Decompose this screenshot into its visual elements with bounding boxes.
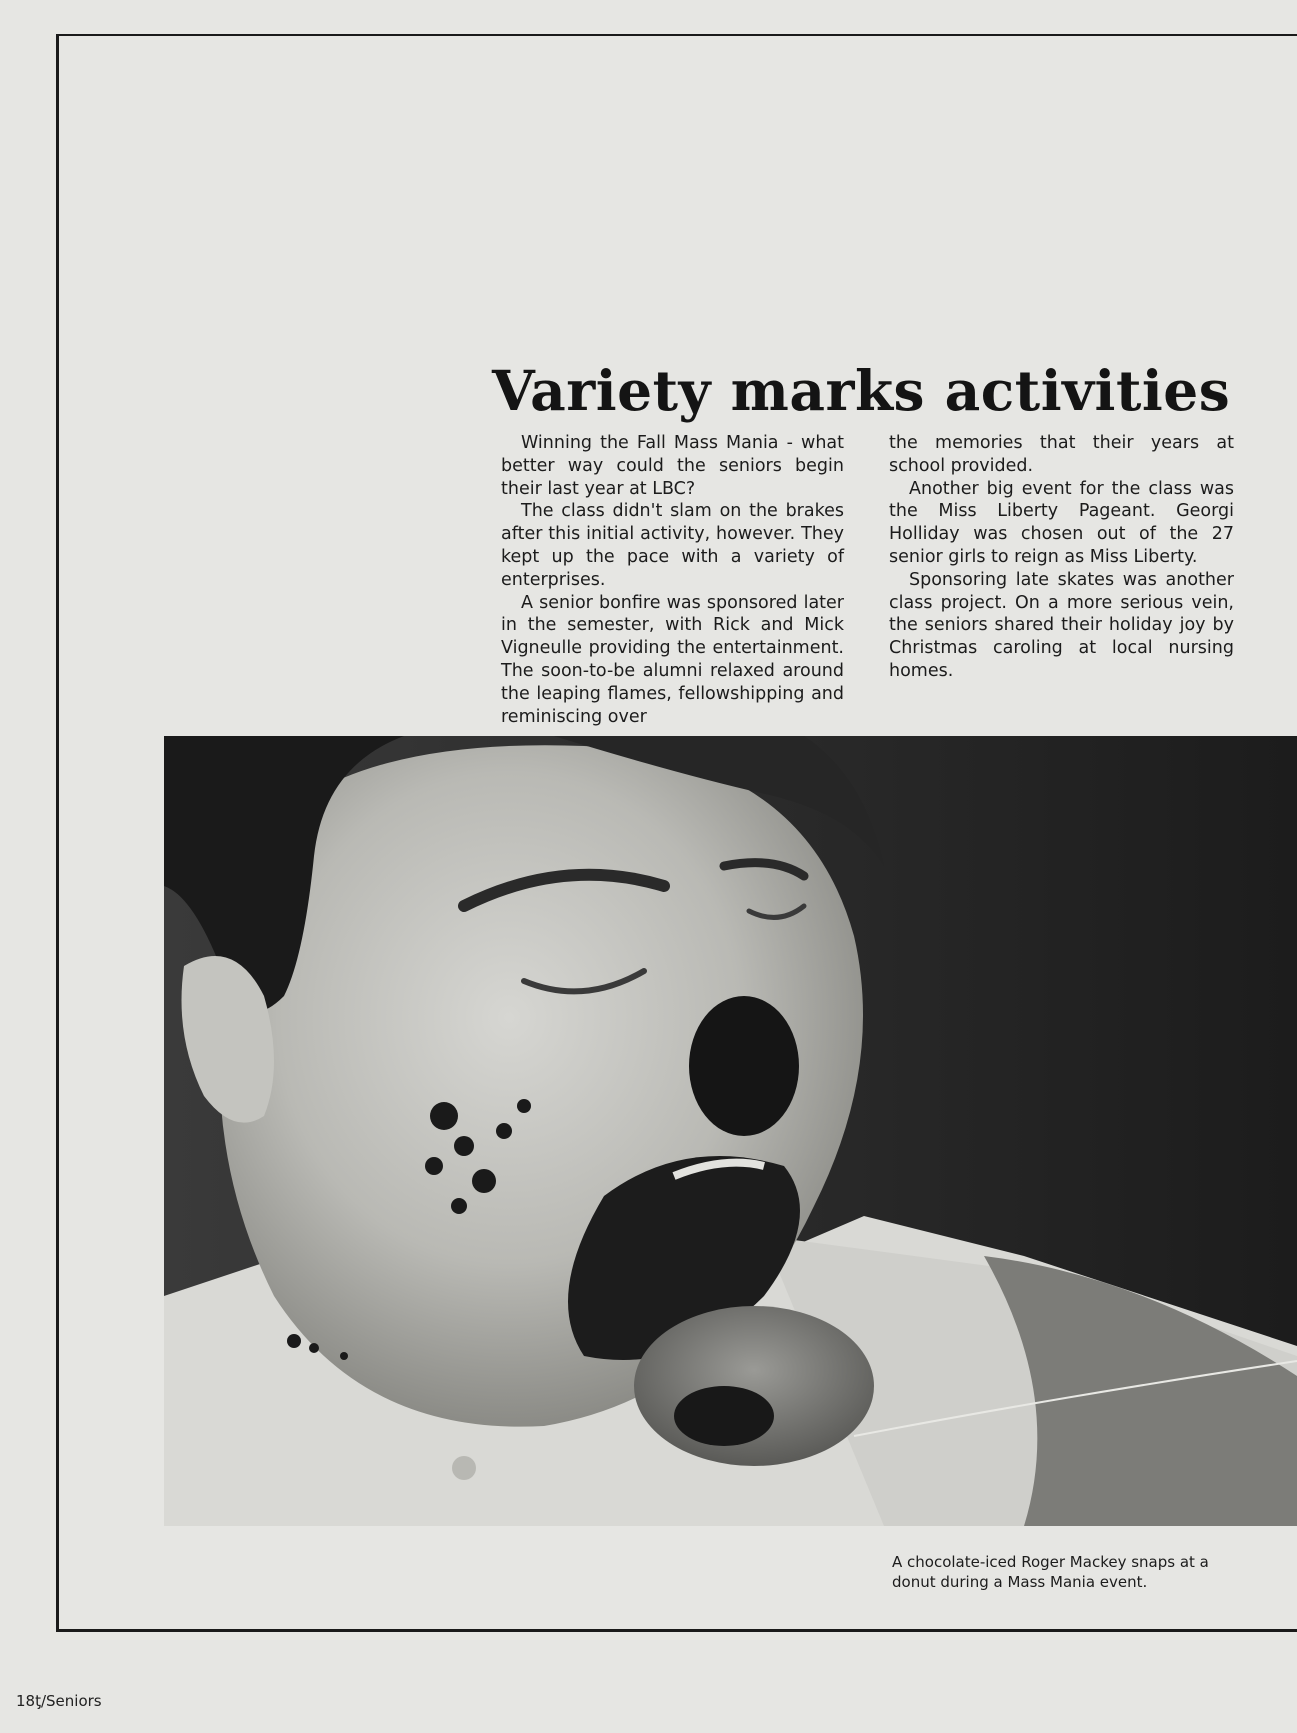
photo-donut-eating [164,736,1297,1526]
paragraph: the memories that their years at school provided. [889,433,1234,476]
headline: Variety marks activities [492,358,1231,423]
article-column-left [501,432,844,728]
paragraph: The class didn't slam on the brakes after this initial activity, however. They kept up the pace with a variety of enterprises. [501,501,844,590]
article-column-right [889,432,1234,683]
photo-caption: A chocolate-iced Roger Mackey snaps at a donut during a Mass Mania event. [892,1553,1209,1591]
paragraph: Another big event for the class was the Miss Liberty Pageant. Georgi Holliday was chosen out of the 27 senior girls to reign as Miss Liberty. [889,478,1234,567]
paragraph: Winning the Fall Mass Mania - what better way could the seniors begin their last year at LBC? [501,433,844,499]
page-folio: 18ƫ/Seniors [16,1692,102,1710]
paragraph: Sponsoring late skates was another class project. On a more serious vein, the seniors shared their holiday joy by Christmas caroling at local nursing homes. [889,569,1234,681]
paragraph: A senior bonfire was sponsored later in the semester, with Rick and Mick Vigneulle providing the entertainment. The soon-to-be alumni relaxed around the leaping flames, fellowshipping and reminiscing over [501,592,844,727]
photo-illustration [164,736,1297,1526]
